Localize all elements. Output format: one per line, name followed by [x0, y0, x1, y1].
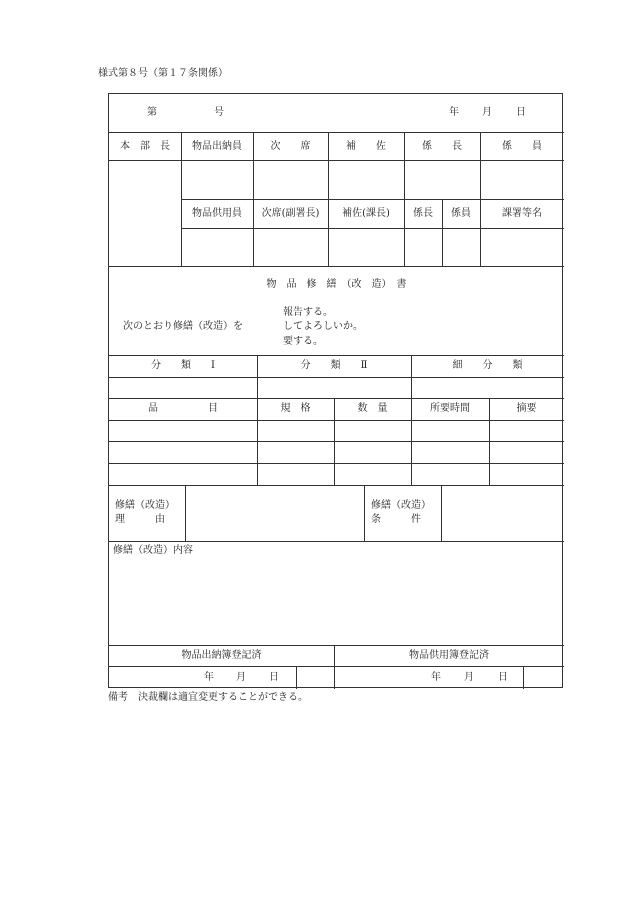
rule [109, 485, 564, 486]
approver-section-chief-sub: 係長 [413, 208, 433, 219]
remarks-header: 摘要 [516, 403, 537, 414]
spec-header: 規 格 [280, 403, 311, 414]
approver-staff: 係 員 [502, 141, 542, 152]
condition-label-line1: 修繕（改造） [371, 500, 431, 511]
request-option-permit: してよろしいか。 [283, 321, 363, 332]
request-lead: 次のとおり修繕（改造）を [123, 321, 243, 332]
approver-department: 課署等名 [502, 208, 542, 219]
content-label: 修繕（改造）内容 [113, 545, 193, 556]
condition-label-line2: 条 件 [371, 514, 421, 525]
date-year: 年 [449, 107, 459, 118]
ledger-right-month: 月 [464, 672, 474, 683]
rule [109, 463, 564, 464]
rule [109, 398, 564, 399]
rule [364, 485, 365, 541]
ledger-left-year: 年 [204, 672, 214, 683]
approver-user-officer: 物品供用員 [192, 208, 242, 219]
rule [181, 199, 564, 200]
item-name-header: 品 目 [148, 403, 218, 414]
rule [296, 666, 297, 689]
rule [181, 228, 564, 229]
ledger-left-label: 物品出納簿登記済 [181, 650, 262, 661]
rule [185, 485, 186, 541]
date-month: 月 [482, 107, 492, 118]
rule [109, 645, 564, 646]
rule [109, 266, 564, 267]
date-day: 日 [516, 107, 526, 118]
time-required-header: 所要時間 [430, 403, 470, 414]
class-1-header: 分 類 Ⅰ [151, 360, 215, 371]
approver-assistant-sub: 補佐(課長) [342, 208, 390, 219]
quantity-header: 数 量 [357, 403, 388, 414]
approver-chief: 本 部 長 [120, 141, 170, 152]
document-title: 物 品 修 繕 （改 造） 書 [266, 279, 407, 290]
ledger-left-month: 月 [236, 672, 246, 683]
subclass-header: 細 分 類 [452, 360, 523, 371]
number-suffix: 号 [214, 107, 224, 118]
request-option-need: 要する。 [283, 336, 323, 347]
rule [109, 355, 564, 356]
form-number-label: 様式第８号（第１７条関係） [98, 68, 228, 79]
reason-label-line2: 理 由 [115, 514, 165, 525]
approver-staff-sub: 係員 [451, 208, 471, 219]
ledger-right-day: 日 [498, 672, 508, 683]
rule [109, 541, 564, 542]
footnote: 備考 決裁欄は適宜変更することができる。 [108, 692, 308, 703]
number-prefix: 第 [147, 107, 157, 118]
rule [441, 485, 442, 541]
class-2-header: 分 類 Ⅱ [300, 360, 368, 371]
ledger-left-day: 日 [269, 672, 279, 683]
rule [109, 160, 564, 161]
request-option-report: 報告する。 [283, 307, 333, 318]
rule [109, 666, 564, 667]
approver-deputy-sub: 次席(副署長) [261, 208, 320, 219]
ledger-right-label: 物品供用簿登記済 [409, 650, 489, 661]
ledger-right-year: 年 [431, 672, 441, 683]
rule [109, 420, 564, 421]
rule [523, 666, 524, 689]
rule [109, 132, 564, 133]
rule [109, 441, 564, 442]
approver-assistant: 補 佐 [346, 141, 386, 152]
approver-deputy: 次 席 [270, 141, 311, 152]
approver-property-officer: 物品出納員 [192, 141, 242, 152]
reason-label-line1: 修繕（改造） [115, 500, 175, 511]
rule [109, 377, 564, 378]
approver-section-chief: 係 長 [422, 141, 462, 152]
repair-request-form [108, 93, 563, 688]
